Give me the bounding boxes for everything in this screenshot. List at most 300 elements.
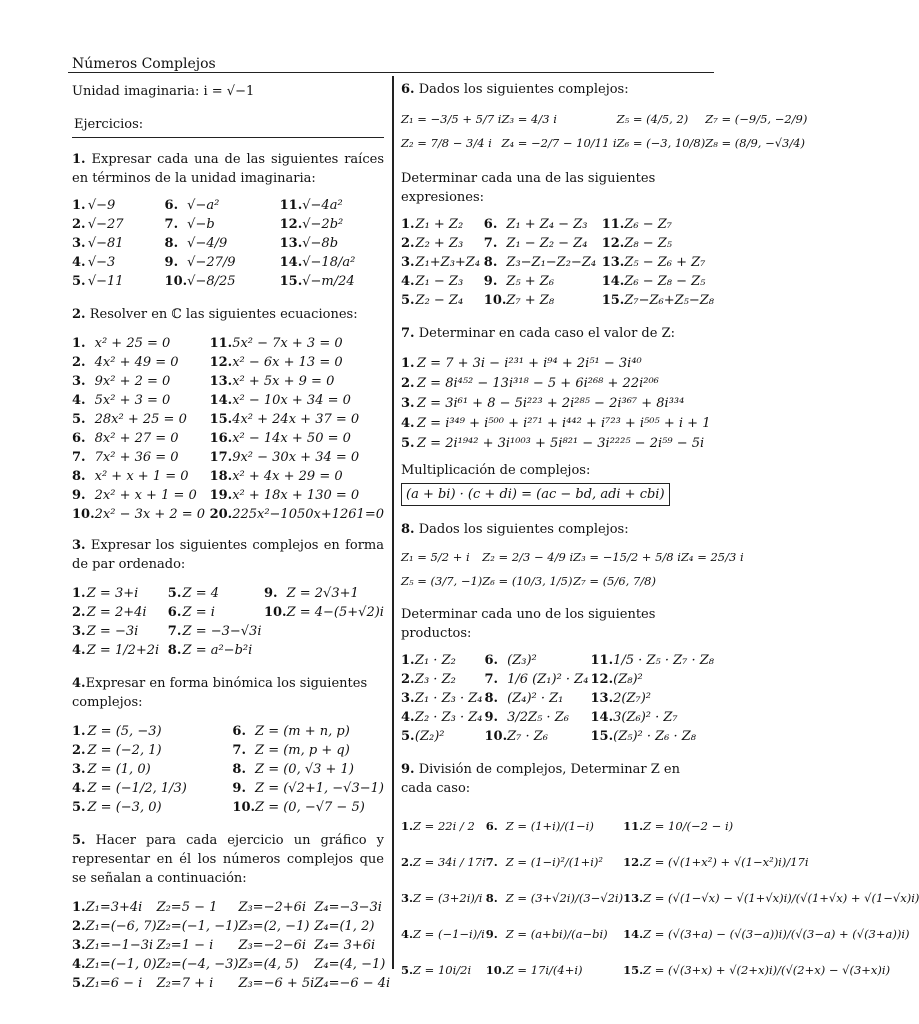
section-1-table	[72, 196, 384, 291]
exercise-expression: Z₂=5 − 1	[156, 900, 218, 915]
complex-definition: Z₂ = 2/3 − 4/9 i	[482, 549, 574, 564]
exercise-expression: x² − 14x + 50 = 0	[232, 431, 351, 446]
exercise-number: 8.	[232, 762, 246, 777]
exercise-row	[401, 272, 714, 291]
exercise-row	[401, 670, 714, 689]
exercise-expression: 2x² − 3x + 2 = 0	[94, 507, 206, 522]
exercise-number: 13.	[209, 374, 233, 389]
complex-definition: Z₄ = −2/7 − 10/11 i	[501, 135, 617, 150]
exercise-expression: Z₃=−6 + 5i	[238, 976, 315, 991]
exercise-expression: Z = (0, −√7 − 5)	[255, 800, 365, 815]
exercise-expression: Z = −3i	[86, 624, 139, 639]
exercise-number: 11.	[209, 336, 233, 351]
exercise-number: 12.	[623, 854, 644, 869]
exercise-row	[72, 603, 384, 622]
exercise-row	[401, 808, 919, 844]
exercise-expression: Z₃ · Z₂	[414, 672, 456, 687]
exercise-expression: 225x²−1050x+1261=0	[232, 507, 384, 522]
exercise-number: 1.	[72, 724, 86, 739]
exercise-expression: Z = (√(1+x²) + √(1−x²)i)/17i	[643, 854, 809, 869]
exercise-number: 4.	[72, 393, 86, 408]
exercise-row	[72, 353, 384, 372]
exercise-expression: √−27	[87, 217, 124, 232]
exercise-number: 3.	[72, 762, 86, 777]
exercise-row	[72, 215, 384, 234]
exercise-number: 9.	[72, 488, 86, 503]
exercise-expression: Z₂=7 + i	[156, 976, 214, 991]
exercise-number: 20.	[209, 507, 233, 522]
exercise-expression	[287, 641, 384, 660]
exercise-row	[401, 413, 714, 433]
section-3-table	[72, 584, 384, 660]
exercise-expression: √−2b²	[302, 217, 344, 232]
complex-definition: Z₆ = (10/3, 1/5)	[482, 573, 573, 588]
exercise-expression: √−a²	[187, 198, 220, 213]
exercise-expression: Z₁ · Z₃ · Z₄	[414, 691, 483, 706]
section-1-intro: 1. Expresar cada una de las siguientes raíces en términos de la unidad imaginaria:	[72, 152, 384, 186]
page-title: Números Complejos	[72, 56, 216, 72]
exercise-expression: x² − 10x + 34 = 0	[232, 393, 351, 408]
exercise-row	[72, 936, 390, 955]
exercise-expression: Z₁ − Z₂ − Z₄	[506, 236, 588, 251]
exercise-number	[264, 622, 287, 641]
exercise-number: 7.	[164, 217, 179, 232]
exercise-row	[72, 448, 384, 467]
exercise-number: 3.	[401, 691, 415, 706]
exercise-expression: Z₂ + Z₃	[415, 236, 464, 251]
exercise-number: 10.	[485, 962, 506, 977]
exercise-expression: Z = (−1−i)/i	[413, 926, 485, 941]
exercise-row	[72, 955, 390, 974]
exercise-number: 2.	[401, 236, 415, 251]
exercise-number: 4.	[401, 415, 415, 431]
exercise-number	[264, 641, 287, 660]
exercise-expression: Z₂ − Z₄	[415, 293, 464, 308]
exercise-row	[401, 433, 714, 453]
exercise-number: 5.	[401, 729, 415, 744]
exercise-expression: (Z₄)² · Z₁	[507, 691, 564, 706]
exercise-number: 7.	[72, 450, 86, 465]
section-5-table	[72, 898, 390, 993]
exercise-expression: Z₃=−2−6i	[238, 938, 307, 953]
exercise-expression: 5x² − 7x + 3 = 0	[232, 336, 343, 351]
exercise-expression: Z = (3+2i)/i	[413, 890, 483, 905]
exercise-number: 2.	[72, 355, 86, 370]
exercise-number: 14.	[623, 926, 644, 941]
exercise-expression: Z = (a+bi)/(a−bi)	[505, 926, 608, 941]
exercise-number: 3.	[72, 374, 86, 389]
exercise-expression: Z = 17i/(4+i)	[505, 962, 583, 977]
exercise-row	[72, 917, 390, 936]
exercise-number: 3.	[72, 624, 86, 639]
exercise-number: 12.	[601, 236, 625, 251]
exercise-expression	[287, 622, 384, 641]
exercise-number: 13.	[590, 691, 614, 706]
exercise-number: 6.	[164, 198, 179, 213]
exercise-expression: Z₄=−3−3i	[314, 900, 382, 915]
exercise-number: 12.	[279, 217, 303, 232]
exercise-expression: Z = 2i¹⁹⁴² + 3i¹⁰⁰³ + 5i⁸²¹ − 3i²²²⁵ − 2i⁵⁹ − 5i	[417, 435, 705, 451]
exercises-rule	[72, 137, 384, 138]
exercise-number: 5.	[167, 586, 182, 601]
exercise-number: 15.	[209, 412, 233, 427]
exercise-number: 14.	[209, 393, 233, 408]
exercise-expression: Z = (3+√2i)/(3−√2i)	[505, 890, 624, 905]
exercise-number: 3.	[72, 236, 86, 251]
section-7-table	[401, 353, 714, 453]
exercise-expression: √−18/a²	[302, 255, 356, 270]
section-4-table	[72, 722, 384, 817]
exercise-number: 7.	[232, 743, 246, 758]
exercise-expression: Z₁=6 − i	[85, 976, 143, 991]
exercise-expression: Z₄=−6 − 4i	[314, 976, 391, 991]
exercise-row	[401, 689, 714, 708]
exercise-number: 10.	[263, 605, 287, 620]
exercise-expression: √−3	[87, 255, 116, 270]
section-9-intro: 9. División de complejos, Determinar Z en cada caso:	[401, 762, 680, 796]
exercise-row	[72, 467, 384, 486]
exercise-row	[401, 353, 714, 373]
exercise-row	[72, 584, 384, 603]
exercise-expression: Z = a²−b²i	[182, 643, 253, 658]
complex-definition: Z₁ = −3/5 + 5/7 i	[401, 111, 502, 126]
exercise-expression: x² + 18x + 130 = 0	[232, 488, 360, 503]
exercise-expression: Z₁=−1−3i	[85, 938, 154, 953]
exercise-number: 9.	[232, 781, 246, 796]
exercise-expression: Z₆ − Z₇	[624, 217, 672, 232]
exercise-expression: Z = 1/2+2i	[86, 643, 160, 658]
section-5-intro: 5. Hacer para cada ejercicio un gráfico y representar en él los números complejos que se señalan a continuación:	[72, 833, 384, 886]
exercise-number: 7.	[167, 624, 182, 639]
exercise-expression: √−9	[87, 198, 116, 213]
section-6-definitions	[401, 107, 807, 155]
exercise-expression: Z = 34i / 17i	[413, 854, 486, 869]
exercise-number: 7.	[483, 236, 498, 251]
section-8-sub: Determinar cada uno de los siguientes productos:	[401, 607, 656, 641]
imaginary-unit-line: Unidad imaginaria: i = √−1	[72, 84, 255, 99]
complex-definition: Z₇ = (−9/5, −2/9)	[705, 111, 808, 126]
exercise-number: 10.	[72, 507, 95, 522]
exercise-expression: √−8/25	[187, 274, 236, 289]
exercise-expression: 3(Z₆)² · Z₇	[613, 710, 678, 725]
exercise-expression: Z₁ − Z₃	[415, 274, 464, 289]
exercise-row	[72, 372, 384, 391]
exercise-expression: Z₈ − Z₅	[624, 236, 672, 251]
exercise-row	[72, 641, 384, 660]
exercise-number: 6.	[483, 217, 498, 232]
exercise-row	[401, 651, 714, 670]
exercise-expression: Z = 22i / 2	[413, 818, 475, 833]
exercise-expression: Z₄=(4, −1)	[314, 957, 386, 972]
exercise-row	[72, 622, 384, 641]
complex-definition: Z₂ = 7/8 − 3/4 i	[401, 135, 492, 150]
exercise-number: 11.	[623, 818, 644, 833]
definition-row	[401, 107, 807, 131]
exercise-expression: Z₃=(4, 5)	[238, 957, 299, 972]
exercise-number: 4.	[401, 274, 415, 289]
exercise-expression: Z₁=(−1, 0)	[85, 957, 157, 972]
exercise-number: 2.	[401, 854, 414, 869]
exercise-expression: x² + 4x + 29 = 0	[232, 469, 343, 484]
exercise-number: 9.	[483, 274, 498, 289]
exercise-number: 4.	[72, 255, 86, 270]
exercise-row	[72, 779, 384, 798]
exercise-number: 11.	[279, 198, 303, 213]
exercise-number: 13.	[601, 255, 625, 270]
exercise-expression: 4x² + 24x + 37 = 0	[232, 412, 360, 427]
complex-definition: Z₆ = (−3, 10/8)	[616, 135, 706, 150]
exercise-number: 11.	[601, 217, 625, 232]
exercise-row	[72, 741, 384, 760]
complex-definition: Z₃ = −15/2 + 5/8 i	[573, 549, 681, 564]
exercise-number: 5.	[72, 274, 86, 289]
exercise-expression: Z = (−1/2, 1/3)	[87, 781, 187, 796]
exercise-number: 14.	[590, 710, 614, 725]
complex-definition: Z₄ = 25/3 i	[680, 549, 744, 564]
exercise-row	[401, 215, 714, 234]
exercise-number: 4.	[72, 957, 86, 972]
exercise-expression: (Z₂)²	[414, 729, 445, 744]
exercise-number: 8.	[485, 890, 498, 905]
exercise-number: 9.	[485, 926, 498, 941]
complex-definition: Z₇ = (5/6, 7/8)	[573, 573, 656, 588]
exercise-number: 19.	[209, 488, 233, 503]
exercise-number: 5.	[72, 976, 86, 991]
exercise-expression: 4x² + 49 = 0	[94, 355, 179, 370]
section-2-intro: 2. Resolver en ℂ las siguientes ecuaciones:	[72, 307, 358, 322]
exercise-expression: Z = (−3, 0)	[87, 800, 162, 815]
exercise-number: 6.	[484, 653, 499, 668]
exercise-row	[401, 708, 714, 727]
exercise-expression: Z₄= 3+6i	[314, 938, 376, 953]
exercise-expression: Z₁ + Z₂	[415, 217, 464, 232]
exercise-number: 10.	[164, 274, 188, 289]
complex-definition: Z₈ = (8/9, −√3/4)	[705, 135, 806, 150]
exercise-number: 8.	[483, 255, 498, 270]
section-6-table	[401, 215, 714, 310]
exercise-expression: Z₂=(−1, −1)	[156, 919, 239, 934]
exercise-expression: Z = −3−√3i	[182, 624, 262, 639]
exercise-expression: Z₂=1 − i	[156, 938, 214, 953]
exercise-number: 15.	[590, 729, 614, 744]
exercise-row	[72, 234, 384, 253]
exercise-number: 3.	[401, 890, 414, 905]
exercise-expression: Z₂=(−4, −3)	[156, 957, 239, 972]
exercise-expression: Z = (m + n, p)	[255, 724, 350, 739]
exercise-expression: Z₄=(1, 2)	[314, 919, 375, 934]
exercise-expression: Z₁ + Z₄ − Z₃	[506, 217, 588, 232]
exercise-number: 14.	[601, 274, 625, 289]
exercise-expression: 5x² + 3 = 0	[94, 393, 171, 408]
exercise-number: 12.	[590, 672, 614, 687]
section-7-intro: 7. Determinar en cada caso el valor de Z:	[401, 326, 675, 341]
exercise-row	[72, 760, 384, 779]
exercise-row	[401, 727, 714, 746]
exercise-expression: Z = (m, p + q)	[255, 743, 350, 758]
exercise-row	[72, 722, 384, 741]
exercise-number: 8.	[484, 691, 499, 706]
exercise-expression: 3/2Z₅ · Z₆	[507, 710, 569, 725]
right-column	[401, 80, 919, 988]
exercise-expression: √−m/24	[302, 274, 355, 289]
section-8-table	[401, 651, 714, 746]
exercise-number: 5.	[401, 962, 414, 977]
exercise-row	[401, 952, 919, 988]
exercise-number: 15.	[601, 293, 625, 308]
exercise-number: 10.	[483, 293, 507, 308]
exercise-number: 8.	[72, 469, 86, 484]
exercise-number: 2.	[401, 375, 415, 391]
exercise-row	[72, 410, 384, 429]
section-6-sub: Determinar cada una de las siguientes expresiones:	[401, 171, 656, 205]
exercise-row	[72, 974, 390, 993]
exercise-number: 5.	[401, 293, 415, 308]
definition-row	[401, 545, 744, 569]
exercise-number: 3.	[401, 395, 415, 411]
exercise-row	[401, 253, 714, 272]
exercise-expression: Z₇ · Z₆	[507, 729, 549, 744]
exercise-expression: Z = (−2, 1)	[87, 743, 162, 758]
exercise-expression: Z₇−Z₆+Z₅−Z₈	[624, 293, 714, 308]
exercise-expression: Z₃−Z₁−Z₂−Z₄	[506, 255, 597, 270]
exercise-number: 9.	[484, 710, 499, 725]
complex-definition: Z₁ = 5/2 + i	[401, 549, 470, 564]
exercise-expression: Z₇ + Z₈	[506, 293, 555, 308]
exercise-number: 1.	[401, 355, 415, 371]
exercise-number: 7.	[484, 672, 499, 687]
exercise-number: 2.	[72, 743, 86, 758]
exercise-expression: √−11	[87, 274, 124, 289]
exercise-expression: x² + 25 = 0	[94, 336, 171, 351]
exercise-expression: Z = 2+4i	[86, 605, 147, 620]
exercise-number: 1.	[401, 818, 414, 833]
exercise-expression: Z = (√2+1, −√3−1)	[255, 781, 384, 796]
exercise-expression: Z = 2√3+1	[286, 586, 359, 601]
exercise-row	[401, 373, 714, 393]
exercise-number: 6.	[485, 818, 498, 833]
multiplication-label: Multiplicación de complejos:	[401, 463, 591, 478]
exercise-expression: 9x² + 2 = 0	[94, 374, 171, 389]
exercise-number: 1.	[72, 586, 86, 601]
exercise-expression: Z₁=3+4i	[85, 900, 143, 915]
exercise-number: 2.	[72, 605, 86, 620]
section-3-intro: 3. Expresar los siguientes complejos en forma de par ordenado:	[72, 538, 384, 572]
exercise-expression: Z₅ − Z₆ + Z₇	[624, 255, 706, 270]
exercise-number: 1.	[72, 336, 86, 351]
exercise-expression: √−8b	[302, 236, 339, 251]
exercise-expression: Z = 4	[182, 586, 219, 601]
exercise-number: 10.	[232, 800, 256, 815]
exercise-number: 1.	[72, 198, 86, 213]
exercise-number: 1.	[72, 900, 86, 915]
exercise-row	[72, 505, 384, 524]
exercise-expression: 7x² + 36 = 0	[94, 450, 179, 465]
exercise-number: 12.	[209, 355, 233, 370]
header-rule	[68, 72, 714, 73]
exercise-number: 4.	[401, 710, 415, 725]
exercise-number: 3.	[401, 255, 415, 270]
exercise-expression: x² + 5x + 9 = 0	[232, 374, 335, 389]
exercise-expression: Z = 8i⁴⁵² − 13i³¹⁸ − 5 + 6i²⁶⁸ + 22i²⁰⁶	[417, 375, 659, 391]
exercise-expression: Z = (√(1−√x) − √(1+√x)i)/(√(1+√x) + √(1−√x)i)	[643, 890, 919, 905]
exercise-number: 5.	[72, 412, 86, 427]
exercise-expression: √−4a²	[302, 198, 343, 213]
exercise-expression: Z₁ · Z₂	[414, 653, 456, 668]
exercises-heading: Ejercicios:	[74, 117, 144, 132]
exercise-expression: √−27/9	[187, 255, 236, 270]
column-divider	[392, 76, 394, 969]
exercise-row	[72, 798, 384, 817]
exercise-number: 5.	[401, 435, 415, 451]
exercise-expression: √−b	[187, 217, 215, 232]
exercise-expression: Z = i	[182, 605, 215, 620]
section-2-table	[72, 334, 384, 524]
exercise-expression: Z₃=−2+6i	[238, 900, 307, 915]
exercise-number: 18.	[209, 469, 233, 484]
exercise-expression: Z = (1−i)²/(1+i)²	[505, 854, 604, 869]
exercise-number: 4.	[401, 926, 414, 941]
exercise-number: 6.	[167, 605, 182, 620]
exercise-expression: 1/5 · Z₅ · Z₇ · Z₈	[613, 653, 714, 668]
left-column	[72, 80, 391, 993]
exercise-row	[72, 898, 390, 917]
exercise-expression: Z₅ + Z₆	[506, 274, 555, 289]
exercise-expression: 9x² − 30x + 34 = 0	[232, 450, 360, 465]
exercise-number: 3.	[72, 938, 86, 953]
exercise-expression: (Z₈)²	[613, 672, 643, 687]
exercise-number: 9.	[164, 255, 179, 270]
exercise-number: 14.	[279, 255, 303, 270]
section-6-intro: 6. Dados los siguientes complejos:	[401, 82, 629, 97]
exercise-expression: Z₁=(−6, 7)	[85, 919, 157, 934]
exercise-row	[72, 196, 384, 215]
exercise-expression: Z = (1+i)/(1−i)	[505, 818, 594, 833]
exercise-expression: Z = (√(3+a) − (√(3−a))i)/(√(3−a) + (√(3+a))i)	[643, 926, 910, 941]
exercise-number: 2.	[72, 217, 86, 232]
exercise-number: 15.	[623, 962, 644, 977]
exercise-expression: 2(Z₇)²	[613, 691, 651, 706]
exercise-expression: √−81	[87, 236, 124, 251]
exercise-row	[72, 391, 384, 410]
exercise-number: 16.	[209, 431, 233, 446]
multiplication-formula: (a + bi) · (c + di) = (ac − bd, adi + cbi)	[401, 483, 670, 506]
section-8-definitions	[401, 545, 744, 593]
exercise-expression: Z = (√(3+x) + √(2+x)i)/(√(2+x) − √(3+x)i)	[643, 962, 891, 977]
exercise-expression: Z = 4−(5+√2)i	[286, 605, 384, 620]
exercise-expression: Z = (1, 0)	[87, 762, 151, 777]
exercise-row	[72, 253, 384, 272]
exercise-row	[72, 486, 384, 505]
exercise-expression: Z = 3i⁶¹ + 8 − 5i²²³ + 2i²⁸⁵ − 2i³⁶⁷ + 8i³³⁴	[417, 395, 685, 411]
exercise-number: 1.	[401, 217, 415, 232]
exercise-expression: Z = (5, −3)	[87, 724, 162, 739]
exercise-expression: 2x² + x + 1 = 0	[94, 488, 197, 503]
exercise-number: 17.	[209, 450, 233, 465]
exercise-expression: Z = 7 + 3i − i²³¹ + i⁹⁴ + 2i⁵¹ − 3i⁴⁰	[417, 355, 642, 371]
exercise-expression: 1/6 (Z₁)² · Z₄	[507, 672, 589, 687]
exercise-expression: 28x² + 25 = 0	[94, 412, 187, 427]
exercise-row	[72, 429, 384, 448]
exercise-number: 5.	[72, 800, 86, 815]
exercise-number: 2.	[72, 919, 86, 934]
exercise-number: 6.	[72, 431, 86, 446]
exercise-expression: √−4/9	[187, 236, 228, 251]
exercise-number: 9.	[263, 586, 278, 601]
exercise-number: 13.	[623, 890, 644, 905]
exercise-row	[401, 234, 714, 253]
exercise-row	[401, 291, 714, 310]
exercise-expression: Z₃=(2, −1)	[238, 919, 310, 934]
